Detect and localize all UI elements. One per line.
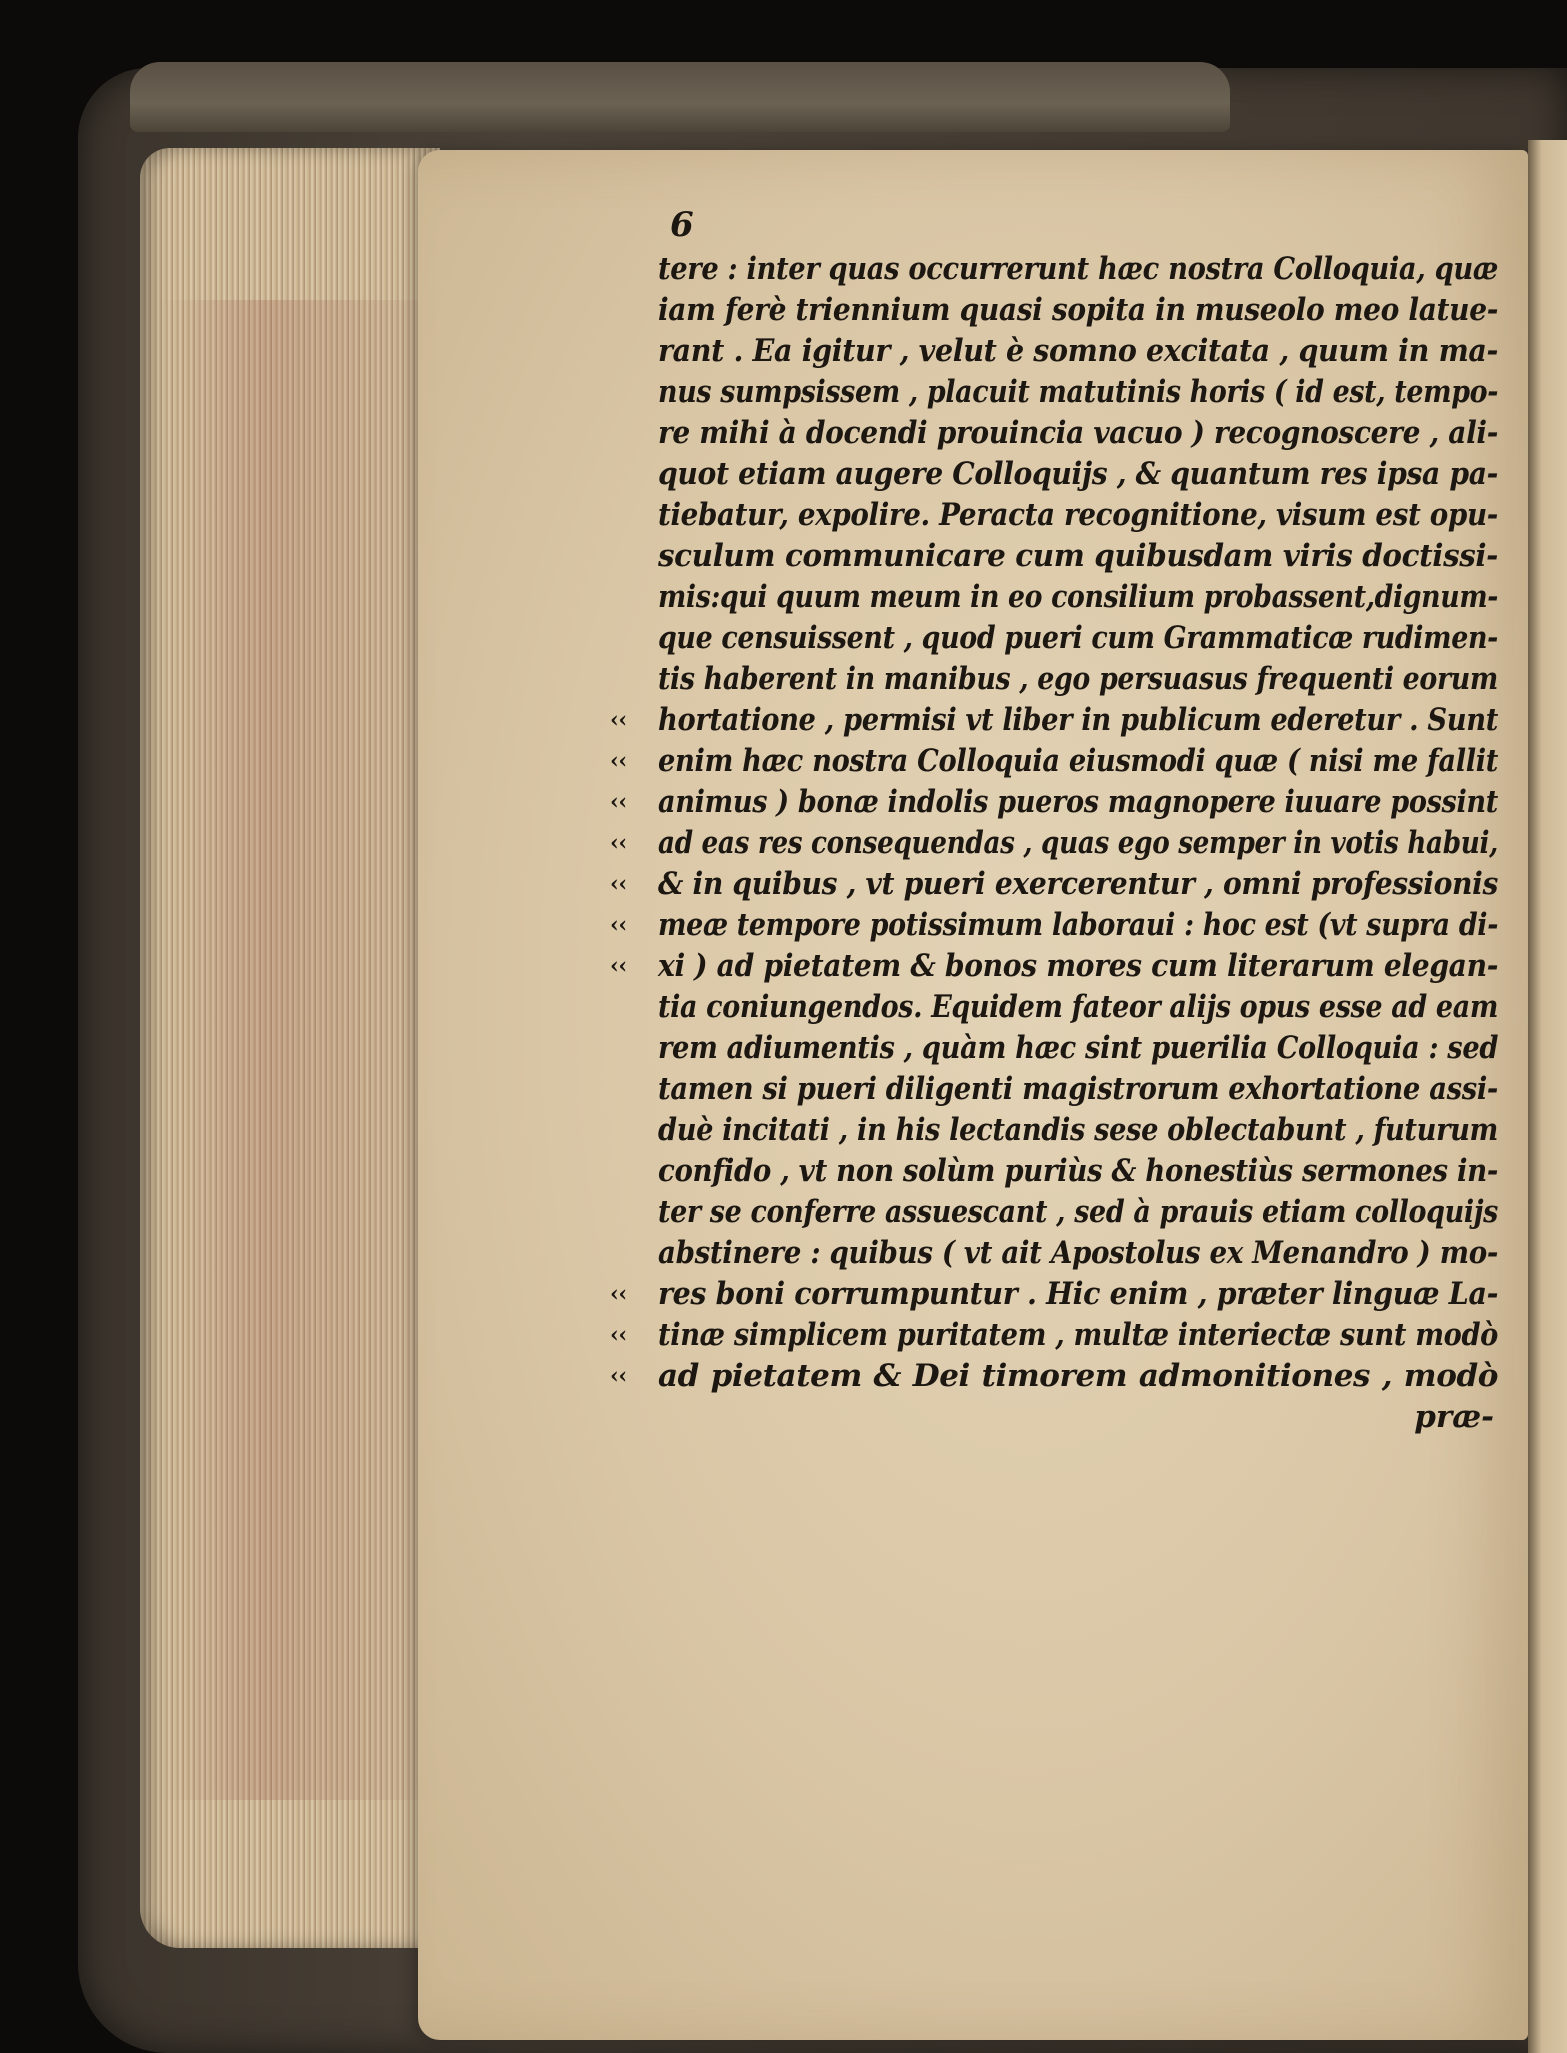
text-line-content: rant . Ea igitur , velut è somno excitata , quum in ma-	[658, 333, 1498, 369]
text-line	[610, 1315, 1498, 1356]
text-line-content: ad pietatem & Dei timorem admonitiones , modò	[658, 1358, 1499, 1394]
text-line	[658, 987, 1498, 1028]
text-line	[658, 1233, 1498, 1274]
catchword: præ-	[1414, 1399, 1494, 1435]
text-line-content: & in quibus , vt pueri exercerentur , omni professionis	[658, 866, 1498, 902]
marginal-quote-mark: ‹‹	[610, 953, 627, 979]
text-line-content: mis:qui quum meum in eo consilium probassent,dignum-	[658, 579, 1499, 615]
text-line-content: tamen si pueri diligenti magistrorum exhortatione assi-	[658, 1071, 1498, 1107]
text-line	[610, 741, 1499, 782]
text-line-content: enim hæc nostra Colloquia eiusmodi quæ ( nisi me fallit	[658, 743, 1499, 779]
text-line	[610, 823, 1499, 864]
page-gutter	[1528, 140, 1567, 2053]
marginal-quote-mark: ‹‹	[610, 912, 627, 938]
text-line-content: tiebatur, expolire. Peracta recognitione, visum est opu-	[658, 497, 1498, 533]
text-line-content: confido , vt non solùm puriùs & honestiùs sermones in-	[658, 1153, 1498, 1189]
marginal-quote-mark: ‹‹	[610, 707, 627, 733]
text-line-content: meæ tempore potissimum laboraui : hoc est (vt supra di-	[658, 907, 1499, 943]
text-line	[610, 700, 1498, 741]
text-line-content: iam ferè triennium quasi sopita in museolo meo latue-	[658, 292, 1499, 328]
text-line	[658, 290, 1498, 331]
text-line	[658, 618, 1498, 659]
text-line	[658, 536, 1498, 577]
text-line-content: nus sumpsissem , placuit matutinis horis ( id est, tempo-	[658, 374, 1499, 410]
text-line	[658, 659, 1498, 700]
text-line-content: que censuissent , quod pueri cum Grammaticæ rudimen-	[658, 620, 1498, 656]
text-line-content: sculum communicare cum quibusdam viris doctissi-	[658, 538, 1498, 574]
text-lines	[610, 249, 1499, 1397]
text-line-content: res boni corrumpuntur . Hic enim , præter linguæ La-	[658, 1276, 1499, 1312]
text-line	[658, 454, 1498, 495]
text-line-content: abstinere : quibus ( vt ait Apostolus ex Menandro ) mo-	[658, 1235, 1498, 1271]
text-line	[610, 1274, 1499, 1315]
text-line-content: xi ) ad pietatem & bonos mores cum literarum elegan-	[658, 948, 1499, 984]
text-line-content: tis haberent in manibus , ego persuasus frequenti eorum	[658, 661, 1498, 697]
text-line	[658, 1192, 1498, 1233]
text-line-content: ter se conferre assuescant , sed à prauis etiam colloquijs	[658, 1194, 1499, 1230]
marginal-quote-mark: ‹‹	[610, 789, 627, 815]
text-line-content: animus ) bonæ indolis pueros magnopere iuuare possint	[658, 784, 1498, 820]
text-line-content: rem adiumentis , quàm hæc sint puerilia Colloquia : sed	[658, 1030, 1499, 1066]
marginal-quote-mark: ‹‹	[610, 748, 627, 774]
page-number: 6	[670, 205, 694, 245]
page-text	[610, 205, 1499, 1438]
text-line-content: tere : inter quas occurrerunt hæc nostra Colloquia, quæ	[658, 251, 1498, 287]
text-line	[658, 372, 1498, 413]
text-line	[610, 864, 1498, 905]
text-line	[658, 413, 1498, 454]
marginal-quote-mark: ‹‹	[610, 1322, 627, 1348]
text-line-content: ad eas res consequendas , quas ego semper in votis habui,	[658, 825, 1499, 861]
text-line	[658, 331, 1498, 372]
text-line	[658, 1069, 1498, 1110]
text-line	[658, 495, 1498, 536]
text-line-content: quot etiam augere Colloquijs , & quantum res ipsa pa-	[658, 456, 1499, 492]
text-line	[610, 905, 1499, 946]
text-line	[658, 249, 1498, 290]
marginal-quote-mark: ‹‹	[610, 830, 627, 856]
marginal-quote-mark: ‹‹	[610, 1363, 627, 1389]
page-fore-edge	[140, 148, 440, 1948]
text-line	[658, 1151, 1498, 1192]
marginal-quote-mark: ‹‹	[610, 1281, 627, 1307]
text-line-content: tinæ simplicem puritatem , multæ interiectæ sunt modò	[658, 1317, 1498, 1353]
text-line-content: tia coniungendos. Equidem fateor alijs opus esse ad eam	[658, 989, 1499, 1025]
marginal-quote-mark: ‹‹	[610, 871, 627, 897]
text-line	[610, 946, 1499, 987]
text-line-content: hortatione , permisi vt liber in publicum ederetur . Sunt	[658, 702, 1498, 738]
text-line	[658, 1110, 1498, 1151]
text-line	[610, 1356, 1499, 1397]
text-line	[610, 782, 1498, 823]
book-headband	[130, 62, 1230, 132]
text-line-content: duè incitati , in his lectandis sese oblectabunt , futurum	[658, 1112, 1499, 1148]
text-line-content: re mihi à docendi prouincia vacuo ) recognoscere , ali-	[658, 415, 1498, 451]
text-line	[658, 1028, 1498, 1069]
text-line	[658, 577, 1498, 618]
